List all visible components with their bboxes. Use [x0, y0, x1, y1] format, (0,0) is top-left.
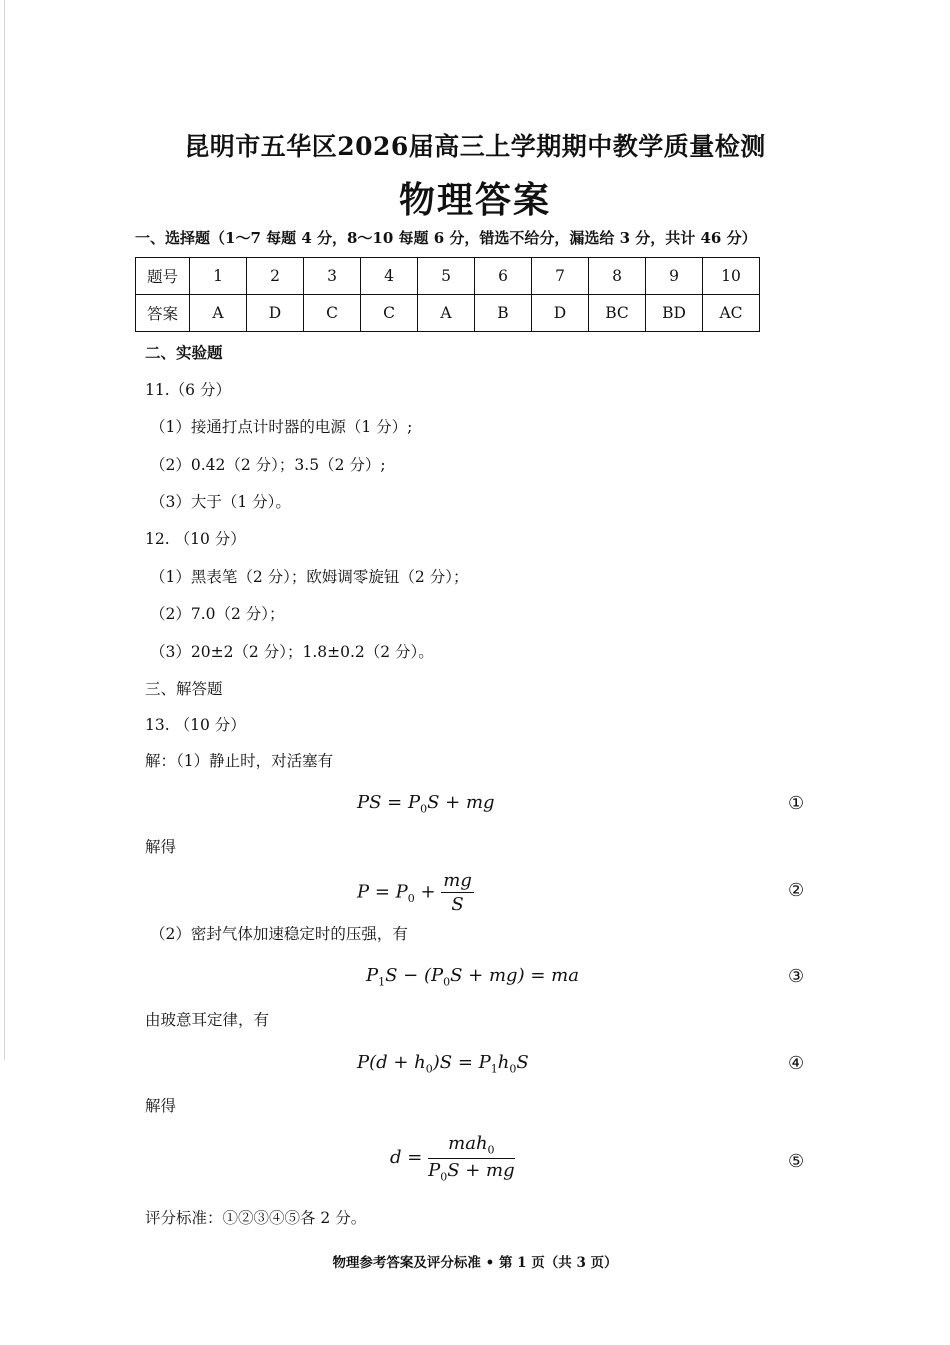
equation-1: PS = $P_0S$ + mg — [357, 792, 495, 816]
q11-part1: （1）接通打点计时器的电源（1 分）; — [150, 418, 413, 436]
section-choice-heading: 一、选择题（1～7 每题 4 分，8～10 每题 6 分，错选不给分，漏选给 3 分，共计 46 分） — [135, 229, 757, 247]
equation-number-1: ① — [788, 793, 805, 814]
table-cell: C — [361, 295, 418, 332]
page-footer: 物理参考答案及评分标准 • 第 1 页（共 3 页） — [332, 1255, 618, 1271]
equation-number-3: ③ — [788, 966, 805, 987]
q11-part2: （2）0.42（2 分）；3.5（2 分）; — [150, 456, 386, 474]
equation-2: $P = P_0$ + $\frac{mg}{S}$ — [357, 870, 472, 915]
table-cell: C — [304, 295, 361, 332]
table-cell: 5 — [418, 258, 475, 295]
table-cell: D — [247, 295, 304, 332]
table-row-numbers — [136, 258, 760, 295]
table-cell: 1 — [190, 258, 247, 295]
table-header-number: 题号 — [136, 258, 190, 295]
table-header-answer: 答案 — [136, 295, 190, 332]
q12-part2: （2）7.0（2 分）； — [150, 605, 285, 623]
q13-solve-1: 解得 — [145, 838, 177, 856]
q13-title: 13. （10 分） — [145, 716, 246, 734]
q11-title: 11.（6 分） — [145, 381, 231, 399]
page-subtitle: 物理答案 — [398, 179, 551, 221]
table-cell: 4 — [361, 258, 418, 295]
page-title: 昆明市五华区2026届高三上学期期中教学质量检测 — [184, 132, 766, 161]
table-row-answers — [136, 295, 760, 332]
table-cell: 6 — [475, 258, 532, 295]
table-cell: BC — [589, 295, 646, 332]
equation-5: d = $\frac{mah_0}{P_0S + mg}$ — [390, 1133, 515, 1184]
equation-number-2: ② — [788, 880, 805, 901]
q13-intro: 解：（1）静止时，对活塞有 — [145, 752, 334, 770]
table-cell: 2 — [247, 258, 304, 295]
table-cell: B — [475, 295, 532, 332]
table-cell: 10 — [703, 258, 760, 295]
table-cell: BD — [646, 295, 703, 332]
q13-part2: （2）密封气体加速稳定时的压强，有 — [150, 925, 408, 943]
q12-title: 12. （10 分） — [145, 530, 246, 548]
table-cell: 9 — [646, 258, 703, 295]
equation-number-5: ⑤ — [788, 1151, 805, 1172]
table-cell: D — [532, 295, 589, 332]
equation-4: $P(d + h_0)S = P_1h_0S$ — [357, 1052, 529, 1076]
equation-3: $P_1S - (P_0S + mg)$ = ma — [366, 965, 579, 989]
table-cell: A — [190, 295, 247, 332]
table-cell: 7 — [532, 258, 589, 295]
equation-number-4: ④ — [788, 1053, 805, 1074]
table-cell: 3 — [304, 258, 361, 295]
answer-table — [135, 257, 760, 332]
section-solution-heading: 三、解答题 — [145, 680, 223, 698]
table-cell: 8 — [589, 258, 646, 295]
q12-part3: （3）20±2（2 分）；1.8±0.2（2 分）。 — [150, 643, 434, 661]
q11-part3: （3）大于（1 分）。 — [150, 493, 291, 511]
q13-solve-2: 解得 — [145, 1097, 177, 1115]
q13-scoring: 评分标准：①②③④⑤各 2 分。 — [145, 1209, 367, 1227]
q13-boyle: 由玻意耳定律，有 — [145, 1011, 270, 1029]
section-experiment-heading: 二、实验题 — [145, 343, 223, 362]
table-cell: AC — [703, 295, 760, 332]
table-cell: A — [418, 295, 475, 332]
q12-part1: （1）黑表笔（2 分）；欧姆调零旋钮（2 分）； — [150, 568, 469, 586]
